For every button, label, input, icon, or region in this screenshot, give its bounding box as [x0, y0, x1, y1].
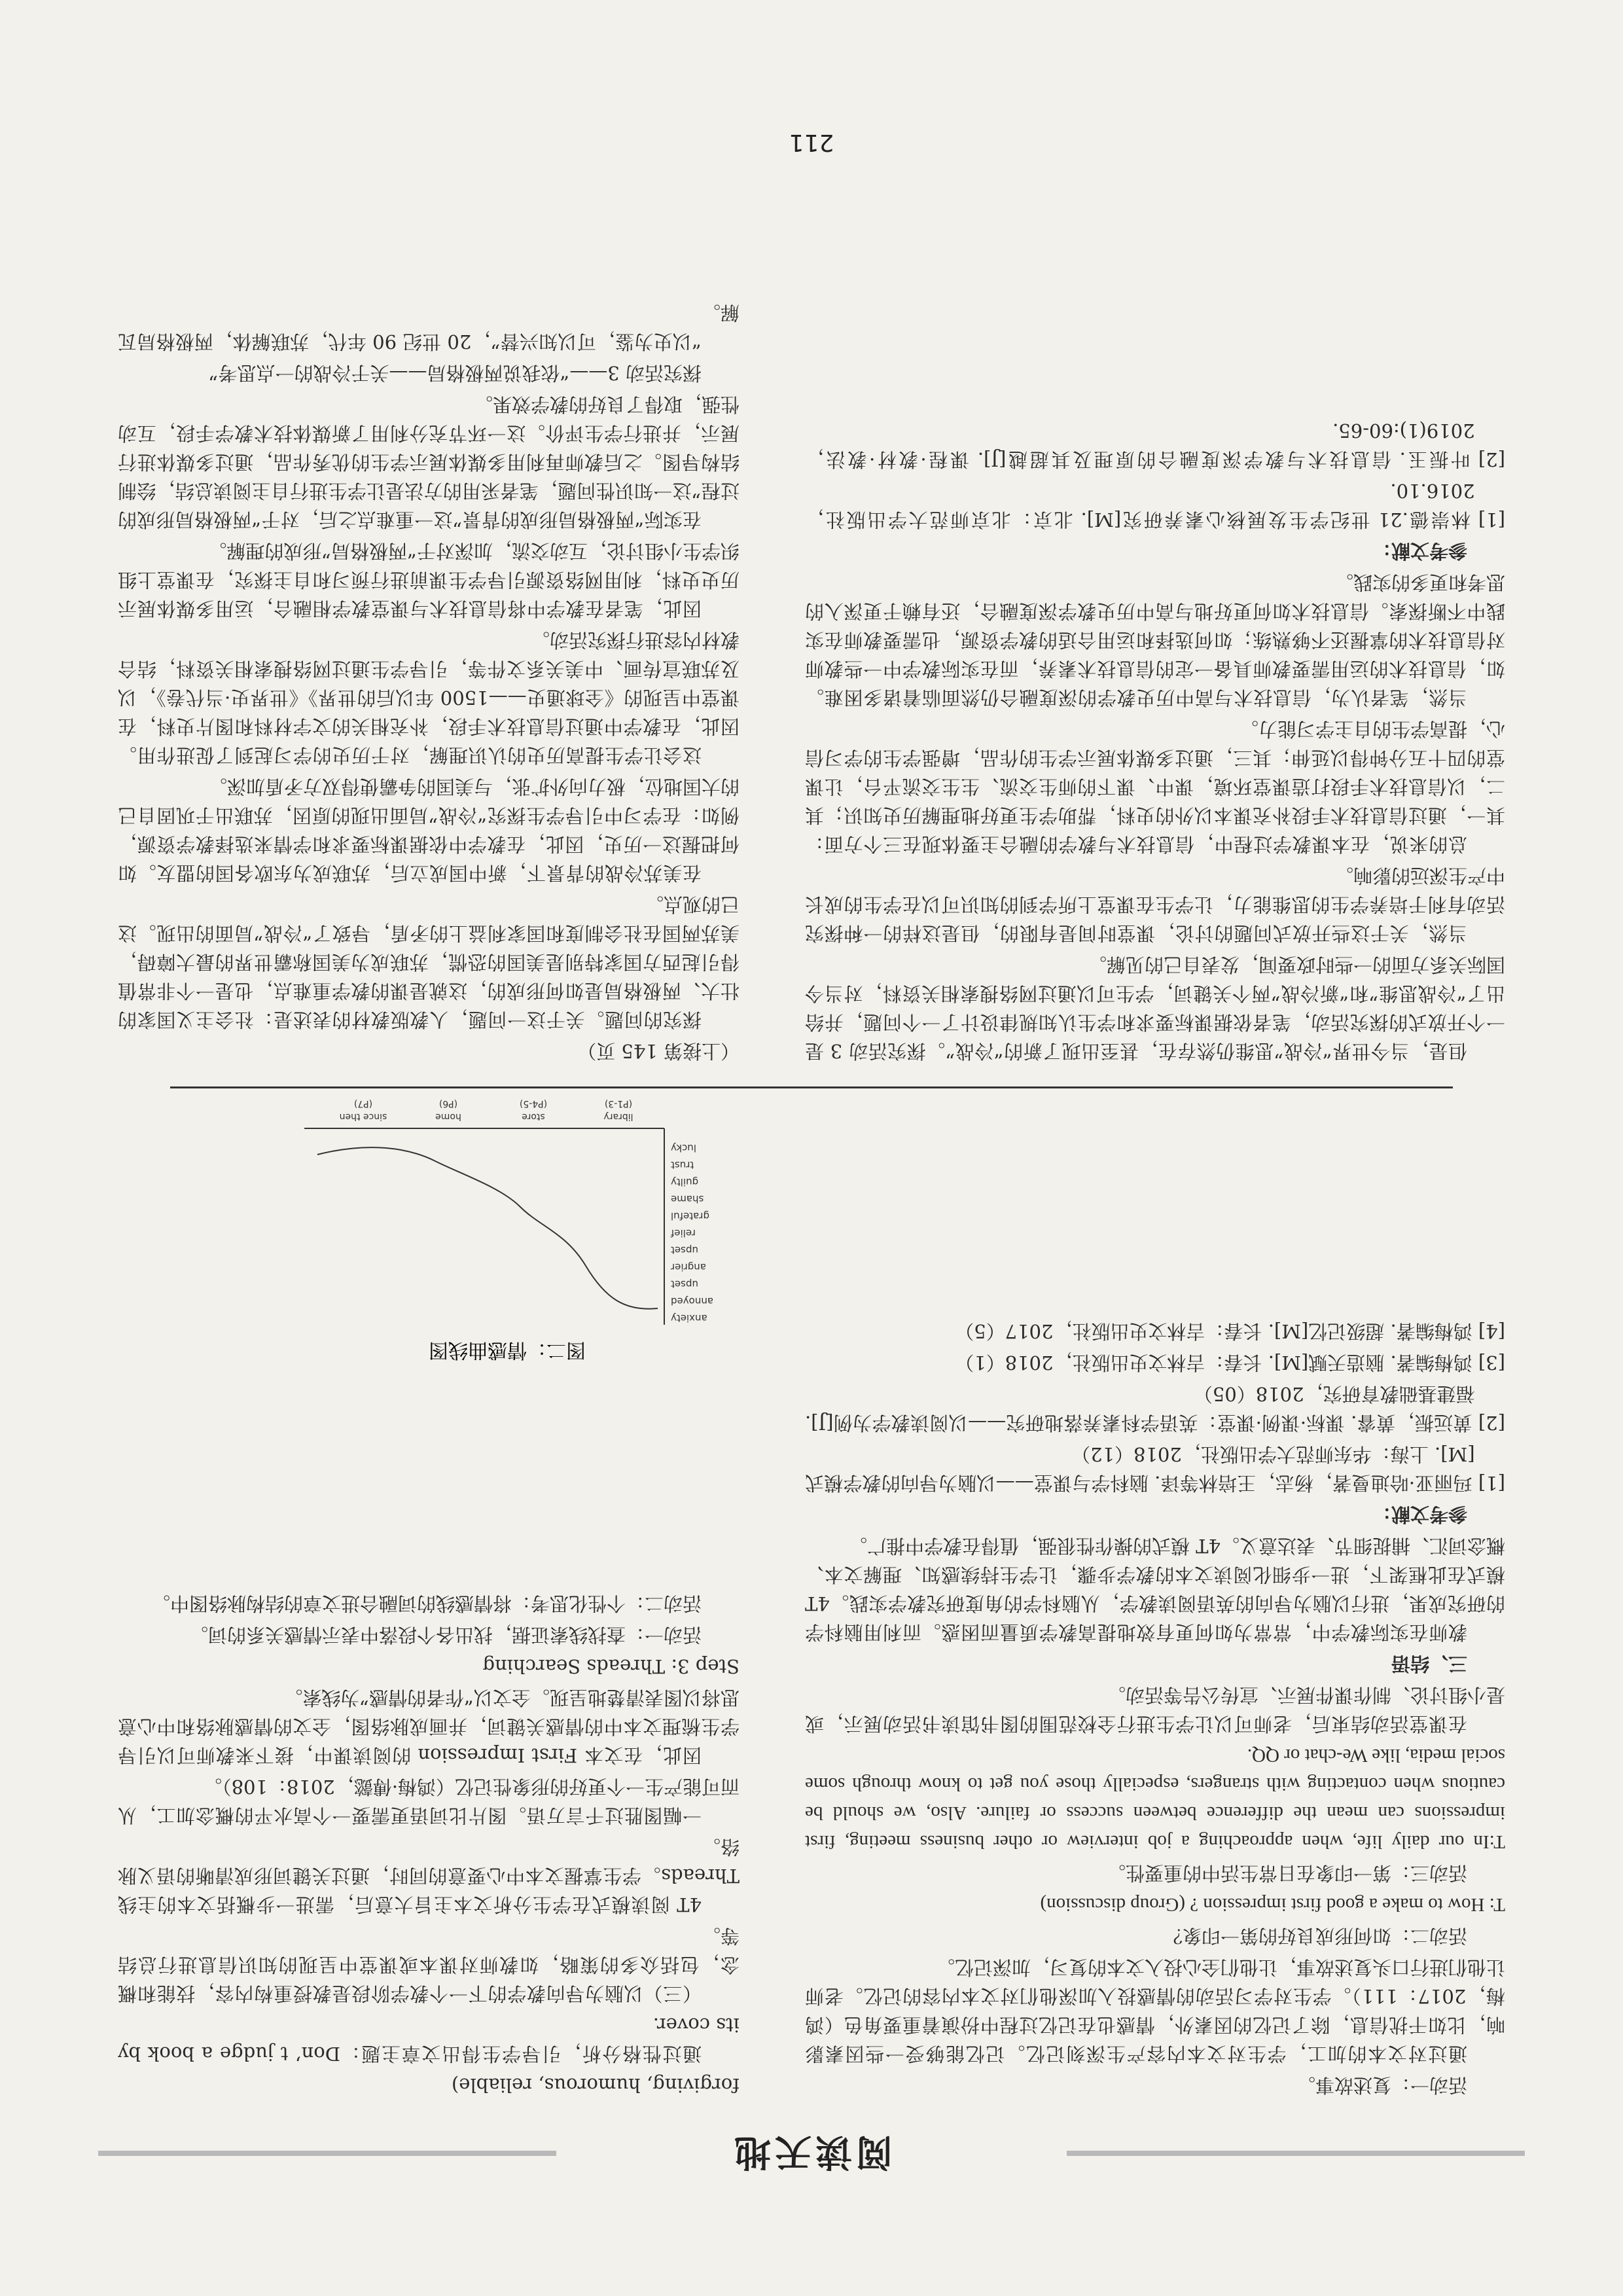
lower-right-paragraph: [1] 林崇德.21 世纪学生发展核心素养研究[M]. 北京：北京师范大学出版社，2016.10. [805, 480, 1505, 531]
upper-right-paragraph: 三、结语 [1391, 1653, 1467, 1675]
lower-right-column [805, 414, 1505, 1066]
page-number: 211 [789, 129, 834, 156]
upper-right-paragraph: T: How to make a good first impression ? (Group discussion) [1040, 1894, 1505, 1915]
lower-left-paragraph: 在美苏冷战的背景下，新中国成立后，苏联成为东欧各国的盟友。如何把握这一历史，因此，在教学中依据课标要求和学情来选择教学资源，例如：在学习中引导学生探究“冷战”局面出现的原因，苏联出于巩固自己的大国地位，极力向外扩张，与美国的争霸使得双方矛盾加深。 [118, 776, 740, 884]
x-axis-label: since then [339, 1111, 387, 1122]
lower-right-paragraph: [2] 叶振玉. 信息技术与教学深度融合的原理及其超越[J]. 课程·教材·教法，2019(1):60-65. [805, 420, 1505, 471]
upper-right-paragraph: [4] 鸿梅编著. 超级记忆[M]. 长春：吉林文史出版社，2017（5） [955, 1320, 1505, 1342]
lower-left-paragraph: “以史为鉴，可以知兴替”，20 世纪 90 年代，苏联解体，两极格局瓦解。 [118, 302, 740, 353]
lower-left-paragraph: 探究的问题。关于这一问题，人教版教材的表述是：社会主义国家的壮大、两极格局是如何形成的，这就是课的教学重难点，也是一个非常值得引起西方国家特别是美国的恐慌，苏联成为美国称霸世界的最大障碍，美苏两国在社会制度和国家利益上的矛盾，导致了“冷战”局面的出现。这已的观点。 [118, 893, 740, 1031]
header-rule-right [98, 2151, 556, 2156]
upper-right-paragraph: 参考文献： [1372, 1503, 1467, 1526]
y-axis-label: angrier [671, 1261, 706, 1273]
x-axis-paragraph-label: (P1-3) [604, 1098, 633, 1109]
section-divider [170, 1086, 1453, 1088]
lower-left-paragraph: 这会让学生提高历史的认识理解，对于历史的学习起到了促进作用。因此，在教学中通过信息技术手段，补充相关的文字材料和图片史料，在课堂中呈现的《全球通史——1500 年以后的世界》《世界史·当代卷》，以及苏联宣传画、中美关系文件等，引导学生通过网络搜索相关资料，结合教材内容进行探究活动。 [118, 629, 740, 766]
x-axis-paragraph-label: (P6) [438, 1098, 458, 1109]
upper-right-paragraph: 活动三：第一印象在日常生活中的重要性。 [1106, 1862, 1467, 1884]
lower-left-paragraph: 探究活动 3——“依我说两极格局——关于冷战的一点思考” [208, 362, 702, 384]
upper-right-paragraph: [1] 玛丽亚·哈迪曼著，杨志，王培林等译. 脑科学与课堂——以脑为导向的教学模式[M]. 上海：华东师范大学出版社，2018（12） [805, 1443, 1505, 1494]
section-title: 阅读天地 [730, 2130, 893, 2173]
x-axis-label: library [603, 1111, 633, 1122]
y-axis-label: upset [671, 1278, 698, 1290]
upper-left-paragraph: Step 3: Threads Searching [482, 1655, 740, 1677]
y-axis-label: relief [671, 1227, 696, 1239]
y-axis-label: upset [671, 1244, 698, 1256]
upper-right-paragraph: 活动二：如何形成良好的第一印象？ [1163, 1925, 1467, 1947]
upper-left-paragraph: 因此，在文本 First Impression 的阅读课中，接下来教师可以引导学生梳理文本中的情感关键词，并画成脉络图，全文的情感脉络和中心意思将以图表清楚地呈现。全文以“作者的情感”为线索。 [118, 1687, 740, 1767]
upper-right-paragraph: [3] 鸿梅编著. 脑造天赋[M]. 长春：吉林文史出版社，2018（1） [955, 1352, 1505, 1374]
upper-left-paragraph: 一幅图胜过千言万语。图片比词语更需要一个高水平的概念加工，从而可能产生一个更好的形象性记忆（鸿梅·傅懿，2018：108）。 [118, 1776, 740, 1827]
x-axis-label: store [522, 1111, 545, 1122]
upper-left-column [118, 1587, 740, 2100]
lower-left-paragraph: 在实际“两极格局形成的背景”这一重难点之后，对于“两极格局形成的过程”这一知识性问题，笔者采用的方法是让学生进行自主阅读总结，绘制结构导图。之后教师再利用多媒体展示学生的优秀作品，通过多媒体进行展示，并进行学生评价。这一环节充分利用了新媒体技术教学手段，互动性强，取得了良好的教学效果。 [118, 393, 740, 531]
upper-right-paragraph: 教师在实际教学中，常常为如何更有效地提高教学质量而困惑。而利用脑科学的研究成果，进行以脑为导向的英语阅读教学，从脑科学的角度研究教学实践。4T 模式在此框架下，进一步细化阅读文本的教学步骤，让学生持续感知、理解文本、概念词汇、捕捉细节、表达意义。4T 模式的操作性很强，值得在教学中推广。 [805, 1535, 1505, 1643]
emotion-curve [317, 1147, 658, 1309]
page-header [98, 2126, 1525, 2185]
upper-left-paragraph: forgiving, humorous, reliable) [451, 2074, 740, 2096]
upper-left-paragraph: 活动二：个性化思考：将情感线的词融合进文章的结构脉络图中。 [151, 1592, 702, 1615]
y-axis-label: grateful [671, 1210, 709, 1222]
x-axis-paragraph-label: (P4-5) [519, 1098, 548, 1109]
lower-right-paragraph: 总的来说，在本课教学过程中，信息技术与教学的融合主要体现在三个方面：其一，通过信息技术手段补充课本以外的史料，帮助学生更好地理解历史知识；其二，以信息技术手段打造课堂环境，课中、课下的师生交流、生生交流平台，让课堂的四十五分钟得以延伸；其三，通过多媒体展示学生的作品，增强学生的学习信心，提高学生的自主学习能力。 [805, 718, 1505, 855]
figure-caption: 图二：情感曲线图 [429, 1338, 586, 1361]
lower-left-paragraph: （上接第 145 页） [577, 1040, 740, 1062]
upper-right-paragraph: [2] 黄远振，黄睿. 课标·课例·课堂：英语学科素养落地研究——以阅读教学为例[J]. 福建基础教育研究，2018（05） [805, 1383, 1505, 1434]
y-axis-label: guilty [671, 1176, 699, 1188]
lower-right-paragraph: 当然，笔者认为，信息技术与高中历史教学的深度融合仍然面临着诸多困难。如，信息技术的运用需要教师具备一定的信息技术素养，而在实际教学中一些教师对信息技术的掌握还不够熟练；如何选择和运用合适的教学资源，也需要教师在实践中不断探索。信息技术如何更好地与高中历史教学深度融合，还有赖于更深入的思考和更多的实践。 [805, 571, 1505, 709]
upper-left-paragraph: 通过性格分析，引导学生得出文章主题：Don’ t judge a book by its cover. [118, 2014, 740, 2065]
emotion-curve-figure [278, 1092, 736, 1367]
y-axis-label: lucky [671, 1142, 696, 1154]
y-axis-label: annoyed [671, 1295, 714, 1307]
upper-left-paragraph: 活动一：查找线索证据，找出各个段落中表示情感关系的词。 [188, 1624, 702, 1646]
lower-right-paragraph: 但是，当今世界“冷战”思维仍然存在，甚至出现了新的“冷战”。探究活动 3 是一个开放式的探究活动，笔者依据课标要求和学生认知规律设计了一个问题，并给出了“冷战思维”和“新冷战”两个关键词，学生可以通过网络搜索相关资料，对当今国际关系方面的一些时政要闻，发表自己的见解。 [805, 954, 1505, 1062]
lower-right-paragraph: 参考文献： [1372, 540, 1467, 562]
upper-right-paragraph: T:In our daily life, when approaching a job interview or other business meeting, first impressions can mean the difference between success or failure. Also, we should be cautious when contacting with strangers, especially those you get to know through some social media, like We-chat or QQ. [805, 1745, 1505, 1852]
upper-right-paragraph: 在课堂活动结束后，老师可以让学生进行全校范围的图书馆读书活动展示，或是小组讨论、制作课件展示、宣传公告等活动。 [805, 1684, 1505, 1735]
y-axis-label: anxiety [671, 1312, 707, 1324]
upper-left-paragraph: 4T 阅读模式在学生分析文本主旨大意后，需进一步概括文本的主线 Threads。学生掌握文本中心要意的同时，通过关键词形成清晰的语义脉络。 [118, 1836, 740, 1916]
upper-right-column [805, 1314, 1505, 2100]
x-axis-label: home [435, 1111, 461, 1122]
upper-left-paragraph: （三）以脑为导向教学的下一个教学阶段是教授重构内容，技能和概念，包括众多的策略，如教师对课本或课堂中呈现的知识信息进行总结等。 [118, 1925, 740, 2005]
upper-right-paragraph: 活动一：复述故事。 [1296, 2074, 1467, 2096]
emotion-curve-chart [278, 1089, 736, 1338]
x-axis-paragraph-label: (P7) [353, 1098, 373, 1109]
upper-right-paragraph: 通过对文本的加工，学生对文本内容产生深刻记忆。记忆能够受一些因素影响，比如干扰信息，除了记忆的因素外，情感也在记忆过程中扮演着重要角色（鸿梅，2017：111）。学生对学习活动的情感投入加深他们对文本内容的记忆。老师让他们进行口头复述故事，让他们全心投入文本的复习，加深记忆。 [805, 1956, 1505, 2065]
lower-right-paragraph: 当然，关于这些开放式问题的讨论，课堂时间是有限的，但是这样的一种探究活动有利于培养学生的思维能力，让学生在课堂上所学到的知识可以在学生的成长中产生深远的影响。 [805, 865, 1505, 944]
y-axis-label: shame [671, 1193, 704, 1205]
y-axis-label: trust [671, 1159, 694, 1171]
lower-left-column [118, 296, 740, 1066]
lower-left-paragraph: 因此，笔者在教学中将信息技术与课堂教学相融合，运用多媒体展示历史史料，利用网络资源引导学生课前进行预习和自主探究，在课堂上组织学生小组讨论，互动交流，加深对于“两极格局”形成的理解。 [118, 540, 740, 620]
